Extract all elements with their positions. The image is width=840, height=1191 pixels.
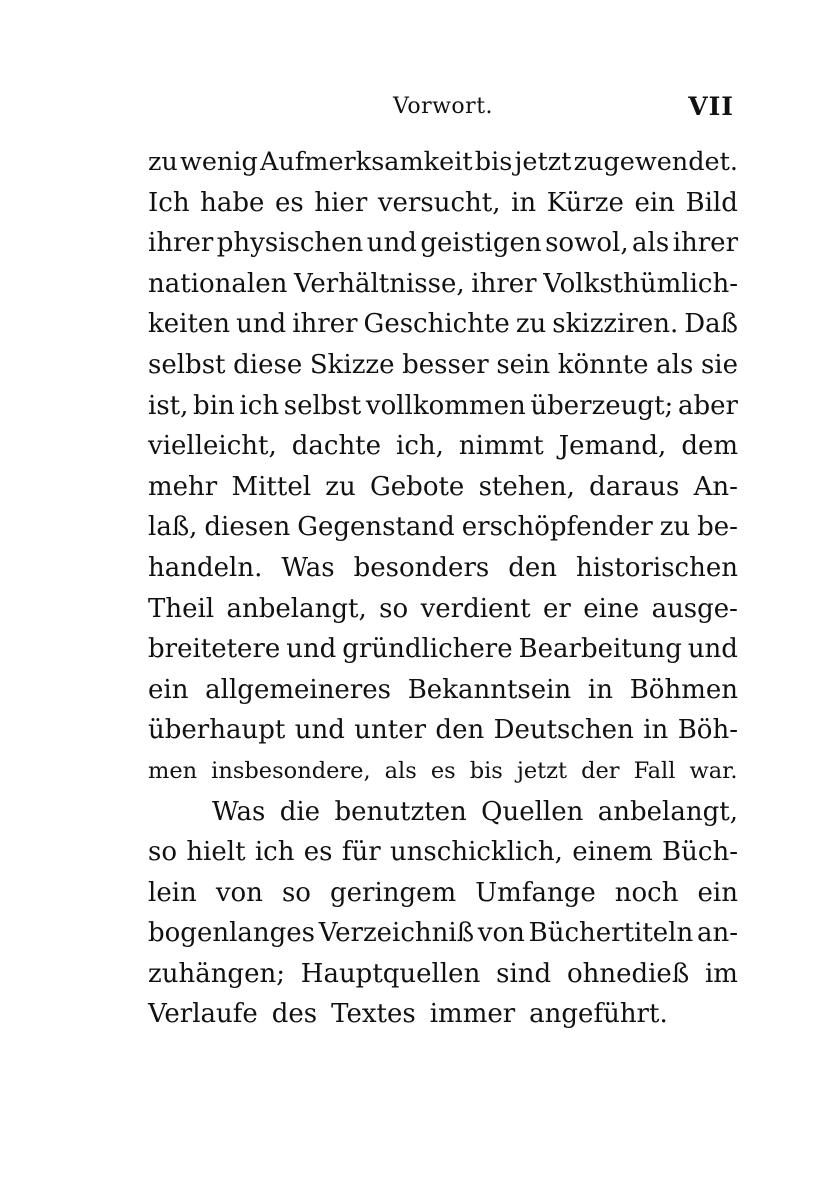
word: Mittel	[231, 471, 312, 502]
word: Umfange	[475, 877, 596, 908]
word: in	[511, 187, 537, 218]
word: und	[286, 634, 337, 665]
word: anbelangt,	[226, 593, 367, 624]
word: von	[215, 877, 263, 908]
word: zu	[659, 512, 691, 543]
text-line	[148, 548, 738, 589]
text-line	[148, 386, 738, 427]
text-line	[148, 589, 738, 630]
word: ich	[239, 390, 280, 421]
word: zu	[148, 147, 178, 177]
word: die	[279, 796, 321, 827]
word: ein	[634, 187, 675, 218]
word: besonders	[353, 552, 490, 583]
word: lein	[148, 877, 197, 908]
text-line	[148, 954, 738, 995]
word: sowol,	[545, 228, 629, 259]
word: ist,	[148, 390, 189, 421]
word: breitetere	[148, 634, 281, 665]
word: verdient	[420, 593, 531, 624]
word: Volksthümlich-	[543, 268, 738, 299]
word: vielleicht,	[148, 431, 277, 462]
word: zugewendet.	[573, 147, 738, 177]
word: Böhmen	[629, 674, 738, 705]
text-line	[148, 913, 738, 954]
word: den	[435, 715, 485, 746]
word: Gebote	[370, 471, 465, 502]
word: Deutschen	[493, 715, 634, 746]
word: physischen	[216, 228, 364, 259]
word: ein	[148, 674, 189, 705]
word: bin	[193, 390, 235, 421]
page-number: VII	[688, 92, 734, 121]
word: selbst	[148, 349, 226, 380]
word: ihrer	[148, 228, 214, 259]
word: handeln.	[148, 552, 263, 583]
text-line	[148, 710, 738, 751]
text-line	[148, 142, 738, 183]
body-text	[148, 142, 738, 1035]
word: und	[236, 309, 287, 340]
word: Fall	[633, 757, 676, 784]
word: vollkommen	[365, 390, 526, 421]
paragraph	[148, 792, 738, 1036]
word: Ich	[148, 187, 190, 218]
word: nimmt	[458, 431, 544, 462]
word: nationalen	[148, 268, 288, 299]
text-line	[148, 629, 738, 670]
word: habe	[200, 187, 265, 218]
word: ich,	[396, 431, 444, 462]
paragraph	[148, 142, 738, 792]
word: stehen,	[478, 471, 575, 502]
word: hier	[314, 187, 368, 218]
text-line	[148, 994, 738, 1035]
word: Bearbeitung	[518, 634, 682, 665]
word: Was	[281, 552, 335, 583]
word: zu	[515, 309, 547, 340]
word: sind	[496, 958, 552, 989]
word: daraus	[589, 471, 680, 502]
word: Verlaufe	[148, 999, 258, 1030]
word: so	[379, 593, 409, 624]
word: angeführt.	[529, 999, 668, 1030]
word: ihrer	[292, 309, 358, 340]
word: dem	[681, 431, 738, 462]
word: dachte	[291, 431, 382, 462]
word: men	[148, 757, 198, 784]
word: mehr	[148, 471, 218, 502]
word: an-	[696, 918, 738, 949]
word: Kürze	[546, 187, 624, 218]
word: Daß	[684, 309, 738, 340]
word: Jemand,	[558, 431, 667, 462]
text-line	[148, 670, 738, 711]
running-head-title: Vorwort.	[392, 94, 494, 119]
word: geringem	[330, 877, 457, 908]
word: als	[656, 349, 694, 380]
word: der	[581, 757, 620, 784]
word: so	[148, 837, 177, 868]
word: den	[508, 552, 557, 583]
word: Böh-	[677, 715, 738, 746]
word: historischen	[575, 552, 738, 583]
word: ihrer	[672, 228, 738, 259]
word: als	[632, 228, 670, 259]
word: war.	[689, 757, 738, 784]
word: es	[430, 757, 456, 784]
word: ein	[697, 877, 738, 908]
word: ihrer	[471, 268, 537, 299]
word: bis	[469, 757, 503, 784]
word: unschicklich,	[389, 837, 563, 868]
word: jetzt	[516, 757, 568, 784]
text-line	[148, 832, 738, 873]
word: eine	[583, 593, 640, 624]
word: noch	[614, 877, 679, 908]
word: immer	[429, 999, 516, 1030]
word: von	[477, 918, 525, 949]
word: selbst	[283, 390, 362, 421]
text-line	[148, 345, 738, 386]
word: im	[704, 958, 738, 989]
word: aber	[677, 390, 738, 421]
word: sie	[700, 349, 738, 380]
word: unter	[354, 715, 427, 746]
text-line	[148, 183, 738, 224]
word: Textes	[331, 999, 416, 1030]
word: für	[341, 837, 381, 868]
word: Bild	[685, 187, 738, 218]
word: ohnedieß	[566, 958, 690, 989]
word: wenig	[180, 147, 258, 177]
text-line	[148, 426, 738, 467]
word: zu	[325, 471, 356, 502]
word: An-	[693, 471, 738, 502]
word: allgemeineres	[205, 674, 391, 705]
word: Verzeichniß	[318, 918, 475, 949]
word: ausge-	[651, 593, 738, 624]
text-line	[148, 264, 738, 305]
word: und	[366, 228, 417, 259]
word: jetzt	[514, 147, 572, 177]
word: diese	[233, 349, 303, 380]
word: insbesondere,	[211, 757, 371, 784]
word: hielt	[186, 837, 246, 868]
text-line	[148, 751, 738, 792]
running-head	[148, 92, 738, 128]
word: anbelangt,	[597, 796, 738, 827]
word: Skizze	[309, 349, 395, 380]
word: Hauptquellen	[300, 958, 481, 989]
word: so	[281, 877, 311, 908]
text-line	[148, 507, 738, 548]
word: und	[687, 634, 738, 665]
word: laß,	[148, 512, 198, 543]
text-line	[148, 304, 738, 345]
word: Quellen	[481, 796, 584, 827]
word: als	[384, 757, 417, 784]
text-line	[148, 873, 738, 914]
word: Theil	[148, 593, 215, 624]
word: Bekanntsein	[407, 674, 572, 705]
word: überhaupt	[148, 715, 286, 746]
word: erschöpfender	[461, 512, 653, 543]
word: ich	[254, 837, 295, 868]
word: skizziren.	[552, 309, 679, 340]
word: bis	[474, 147, 513, 177]
text-line	[148, 223, 738, 264]
word: keiten	[148, 309, 231, 340]
word: es	[303, 837, 333, 868]
word: gründlichere	[342, 634, 513, 665]
word: überzeugt;	[530, 390, 674, 421]
word: sein	[496, 349, 551, 380]
word: Geschichte	[363, 309, 510, 340]
word: es	[275, 187, 304, 218]
word: zuhängen;	[148, 958, 285, 989]
word: Büchertiteln	[528, 918, 694, 949]
word: benutzten	[334, 796, 467, 827]
word: könnte	[557, 349, 649, 380]
text-line	[148, 467, 738, 508]
word: in	[643, 715, 669, 746]
word: Was	[212, 796, 266, 827]
word: er	[543, 593, 571, 624]
word: diesen	[204, 512, 291, 543]
word: geistigen	[420, 228, 542, 259]
text-line	[148, 792, 738, 833]
word: besser	[402, 349, 489, 380]
word: be-	[697, 512, 738, 543]
word: des	[271, 999, 318, 1030]
word: Aufmerksamkeit	[260, 147, 473, 177]
word: einem	[572, 837, 653, 868]
word: Gegenstand	[297, 512, 455, 543]
word: Verhältnisse,	[294, 268, 465, 299]
word: Büch-	[662, 837, 738, 868]
word: bogenlanges	[148, 918, 316, 949]
word: in	[587, 674, 613, 705]
word: versucht,	[377, 187, 501, 218]
word: und	[294, 715, 345, 746]
